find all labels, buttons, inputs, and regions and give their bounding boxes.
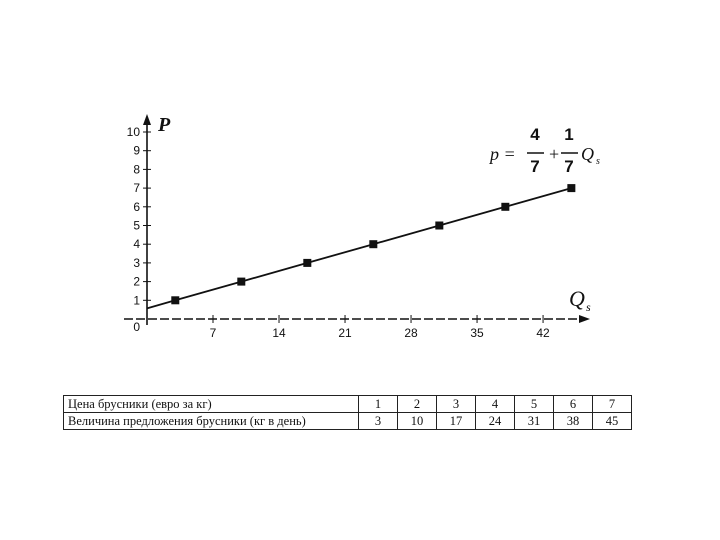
- table-row-label: Величина предложения брусники (кг в день): [64, 413, 359, 430]
- supply-table: [63, 395, 632, 430]
- table-row: [64, 396, 632, 413]
- x-tick-label: 28: [404, 326, 418, 340]
- table-cell: 24: [476, 413, 515, 430]
- data-point: [501, 203, 509, 211]
- x-axis-name-subscript: s: [586, 300, 591, 314]
- chart-axes: [124, 114, 590, 325]
- y-axis-name: P: [158, 114, 171, 136]
- y-tick-label: 7: [133, 181, 140, 196]
- table-cell: 3: [437, 396, 476, 413]
- table-cell: 6: [554, 396, 593, 413]
- x-tick-label: 14: [272, 326, 286, 340]
- data-point: [435, 222, 443, 230]
- data-point: [237, 278, 245, 286]
- y-tick-label: 4: [133, 237, 140, 252]
- x-tick-label: 42: [536, 326, 550, 340]
- formula-frac1-den: 7: [530, 157, 540, 176]
- table-cell: 5: [515, 396, 554, 413]
- table-cell: 4: [476, 396, 515, 413]
- x-tick-label: 21: [338, 326, 352, 340]
- table-cell: 45: [593, 413, 632, 430]
- chart-labels: [127, 114, 591, 340]
- chart-series: [147, 184, 575, 308]
- y-tick-label: 3: [133, 255, 140, 270]
- table-cell: 10: [398, 413, 437, 430]
- formula-lhs: p =: [490, 144, 516, 164]
- formula-frac2-num: 1: [564, 125, 574, 144]
- formula-frac2-den: 7: [564, 157, 574, 176]
- table-cell: 7: [593, 396, 632, 413]
- y-tick-label: 6: [133, 199, 140, 214]
- data-point: [303, 259, 311, 267]
- table-cell: 3: [359, 413, 398, 430]
- formula-frac1-num: 4: [530, 125, 540, 144]
- y-tick-label: 2: [133, 274, 140, 289]
- y-tick-label: 9: [133, 143, 140, 158]
- chart-ticks: [143, 132, 543, 323]
- x-tick-label: 35: [470, 326, 484, 340]
- formula-var: Q: [581, 144, 594, 164]
- table-cell: 2: [398, 396, 437, 413]
- formula-plus: +: [549, 144, 560, 164]
- y-tick-label: 5: [133, 218, 140, 233]
- formula-var-subscript: s: [596, 156, 600, 167]
- data-point: [171, 296, 179, 304]
- x-axis-arrow: [579, 315, 590, 323]
- origin-label: 0: [133, 320, 140, 334]
- table-cell: 1: [359, 396, 398, 413]
- y-tick-label: 8: [133, 162, 140, 177]
- supply-formula: [488, 125, 600, 176]
- table-cell: 38: [554, 413, 593, 430]
- table-row-label: Цена брусники (евро за кг): [64, 396, 359, 413]
- y-axis-arrow: [143, 114, 151, 125]
- x-tick-label: 7: [209, 326, 217, 340]
- table-cell: 17: [437, 413, 476, 430]
- table-row: [64, 413, 632, 430]
- data-point: [567, 184, 575, 192]
- y-tick-label: 1: [133, 293, 140, 308]
- y-tick-label: 10: [126, 125, 140, 139]
- table-cell: 31: [515, 413, 554, 430]
- x-axis-name: Q: [569, 286, 585, 311]
- data-point: [369, 240, 377, 248]
